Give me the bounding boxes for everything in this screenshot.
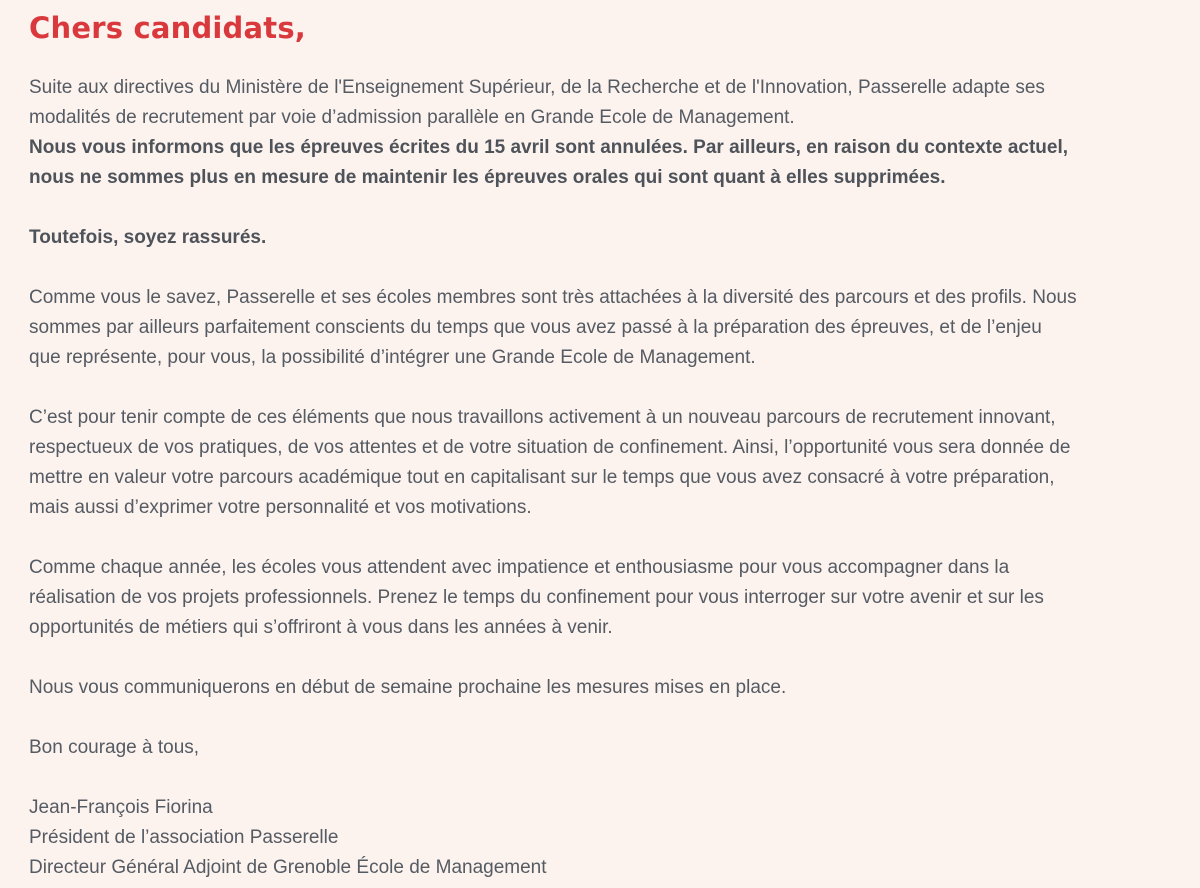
schools-line: opportunités de métiers qui s’offriront à vous dans les années à venir. [29,617,613,638]
diversity-line: Comme vous le savez, Passerelle et ses écoles membres sont très attachées à la diversité des parcours et des profils. Nous [29,287,1077,308]
letter-title: Chers candidats, [29,11,307,45]
intro-paragraph [29,73,1170,193]
reassurance-line: Toutefois, soyez rassurés. [29,227,267,248]
signature-name: Jean-François Fiorina [29,797,213,818]
next-week-line: Nous vous communiquerons en début de semaine prochaine les mesures mises en place. [29,677,787,698]
signature-block [29,793,1170,883]
signature-role: Directeur Général Adjoint de Grenoble École de Management [29,857,547,878]
schools-paragraph [29,553,1170,643]
schools-line: Comme chaque année, les écoles vous attendent avec impatience et enthousiasme pour vous accompagner dans la [29,557,1010,578]
announcement-line: nous ne sommes plus en mesure de maintenir les épreuves orales qui sont quant à elles supprimées. [29,167,946,188]
diversity-line: sommes par ailleurs parfaitement conscients du temps que vous avez passé à la préparation des épreuves, et de l’enjeu [29,317,1042,338]
signature-role: Président de l’association Passerelle [29,827,339,848]
diversity-line: que représente, pour vous, la possibilité d’intégrer une Grande Ecole de Management. [29,347,756,368]
schools-line: réalisation de vos projets professionnels. Prenez le temps du confinement pour vous interroger sur votre avenir et sur les [29,587,1044,608]
diversity-paragraph [29,283,1170,373]
new-process-paragraph [29,403,1170,523]
closing-line: Bon courage à tous, [29,737,200,758]
closing-paragraph [29,733,1170,763]
reassurance-paragraph [29,223,1170,253]
new-process-line: mettre en valeur votre parcours académique tout en capitalisant sur le temps que vous avez consacré à votre préparation, [29,467,1055,488]
next-week-paragraph [29,673,1170,703]
new-process-line: mais aussi d’exprimer votre personnalité et vos motivations. [29,497,532,518]
new-process-line: C’est pour tenir compte de ces éléments que nous travaillons activement à un nouveau parcours de recrutement innovant, [29,407,1056,428]
intro-line: modalités de recrutement par voie d’admission parallèle en Grande Ecole de Management. [29,107,795,128]
announcement-line: Nous vous informons que les épreuves écrites du 15 avril sont annulées. Par ailleurs, en raison du contexte actuel, [29,137,1069,158]
intro-line: Suite aux directives du Ministère de l'Enseignement Supérieur, de la Recherche et de l'Innovation, Passerelle adapte ses [29,77,1045,98]
new-process-line: respectueux de vos pratiques, de vos attentes et de votre situation de confinement. Ainsi, l’opportunité vous sera donnée de [29,437,1071,458]
